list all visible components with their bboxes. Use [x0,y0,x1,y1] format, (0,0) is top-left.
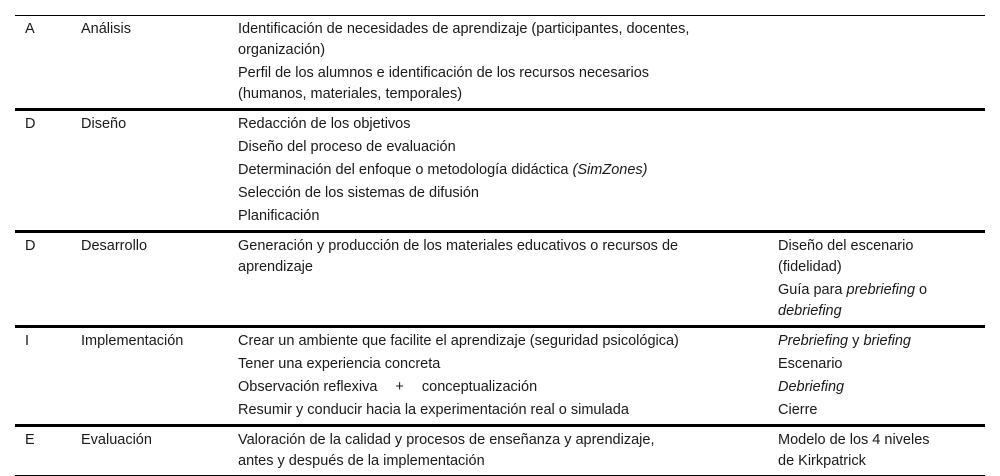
activity-item: Perfil de los alumnos e identificación de los recursos necesarios (humanos, materiales, temporales) [238,65,650,102]
addie-table [15,15,985,476]
phase-name: Análisis [81,21,131,37]
phase-tools [778,16,985,108]
phase-activities [238,233,778,325]
activity-item: Determinación del enfoque o metodología didáctica (SimZones) [238,162,648,178]
tool-item: Prebriefing y briefing [778,333,911,349]
activity-item: Resumir y conducir hacia la experimentación real o simulada [238,402,629,418]
table-row-diseno [15,111,985,233]
phase-name: Diseño [81,116,127,132]
activity-item: Selección de los sistemas de difusión [238,185,479,201]
phase-letter: D [25,116,36,132]
activity-item: Valoración de la calidad y procesos de enseñanza y aprendizaje, antes y después de la implementación [238,432,655,469]
phase-name: Desarrollo [81,238,148,254]
activity-item: Tener una experiencia concreta [238,356,441,372]
table-row-implementacion [15,328,985,427]
table-row-evaluacion [15,427,985,476]
phase-letter: D [25,238,36,254]
activity-item: Generación y producción de los materiales educativos o recursos de aprendizaje [238,238,679,275]
tool-item: Escenario [778,356,843,372]
tool-item: Diseño del escenario (fidelidad) [778,238,914,275]
phase-letter: A [25,21,35,37]
phase-tools [778,233,985,325]
phase-tools [778,427,985,475]
phase-tools [778,111,985,230]
phase-tools [778,328,985,424]
activity-item: Diseño del proceso de evaluación [238,139,456,155]
activity-item: Redacción de los objetivos [238,116,411,132]
phase-activities [238,427,778,475]
activity-item: Planificación [238,208,320,224]
tool-item: Cierre [778,402,818,418]
phase-activities [238,16,778,108]
phase-letter: E [25,432,35,448]
table-row-desarrollo [15,233,985,328]
activity-item: Crear un ambiente que facilite el aprendizaje (seguridad psicológica) [238,333,679,349]
phase-activities [238,111,778,230]
activity-item: Observación reflexiva + conceptualización [238,379,538,395]
tool-item: Modelo de los 4 niveles de Kirkpatrick [778,432,930,469]
tool-item: Guía para prebriefing o debriefing [778,282,928,319]
table-row-analisis [15,15,985,111]
activity-item: Identificación de necesidades de aprendizaje (participantes, docentes, organización) [238,21,690,58]
phase-activities [238,328,778,424]
phase-letter: I [25,333,30,349]
phase-name: Implementación [81,333,184,349]
phase-name: Evaluación [81,432,152,448]
tool-item: Debriefing [778,379,845,395]
